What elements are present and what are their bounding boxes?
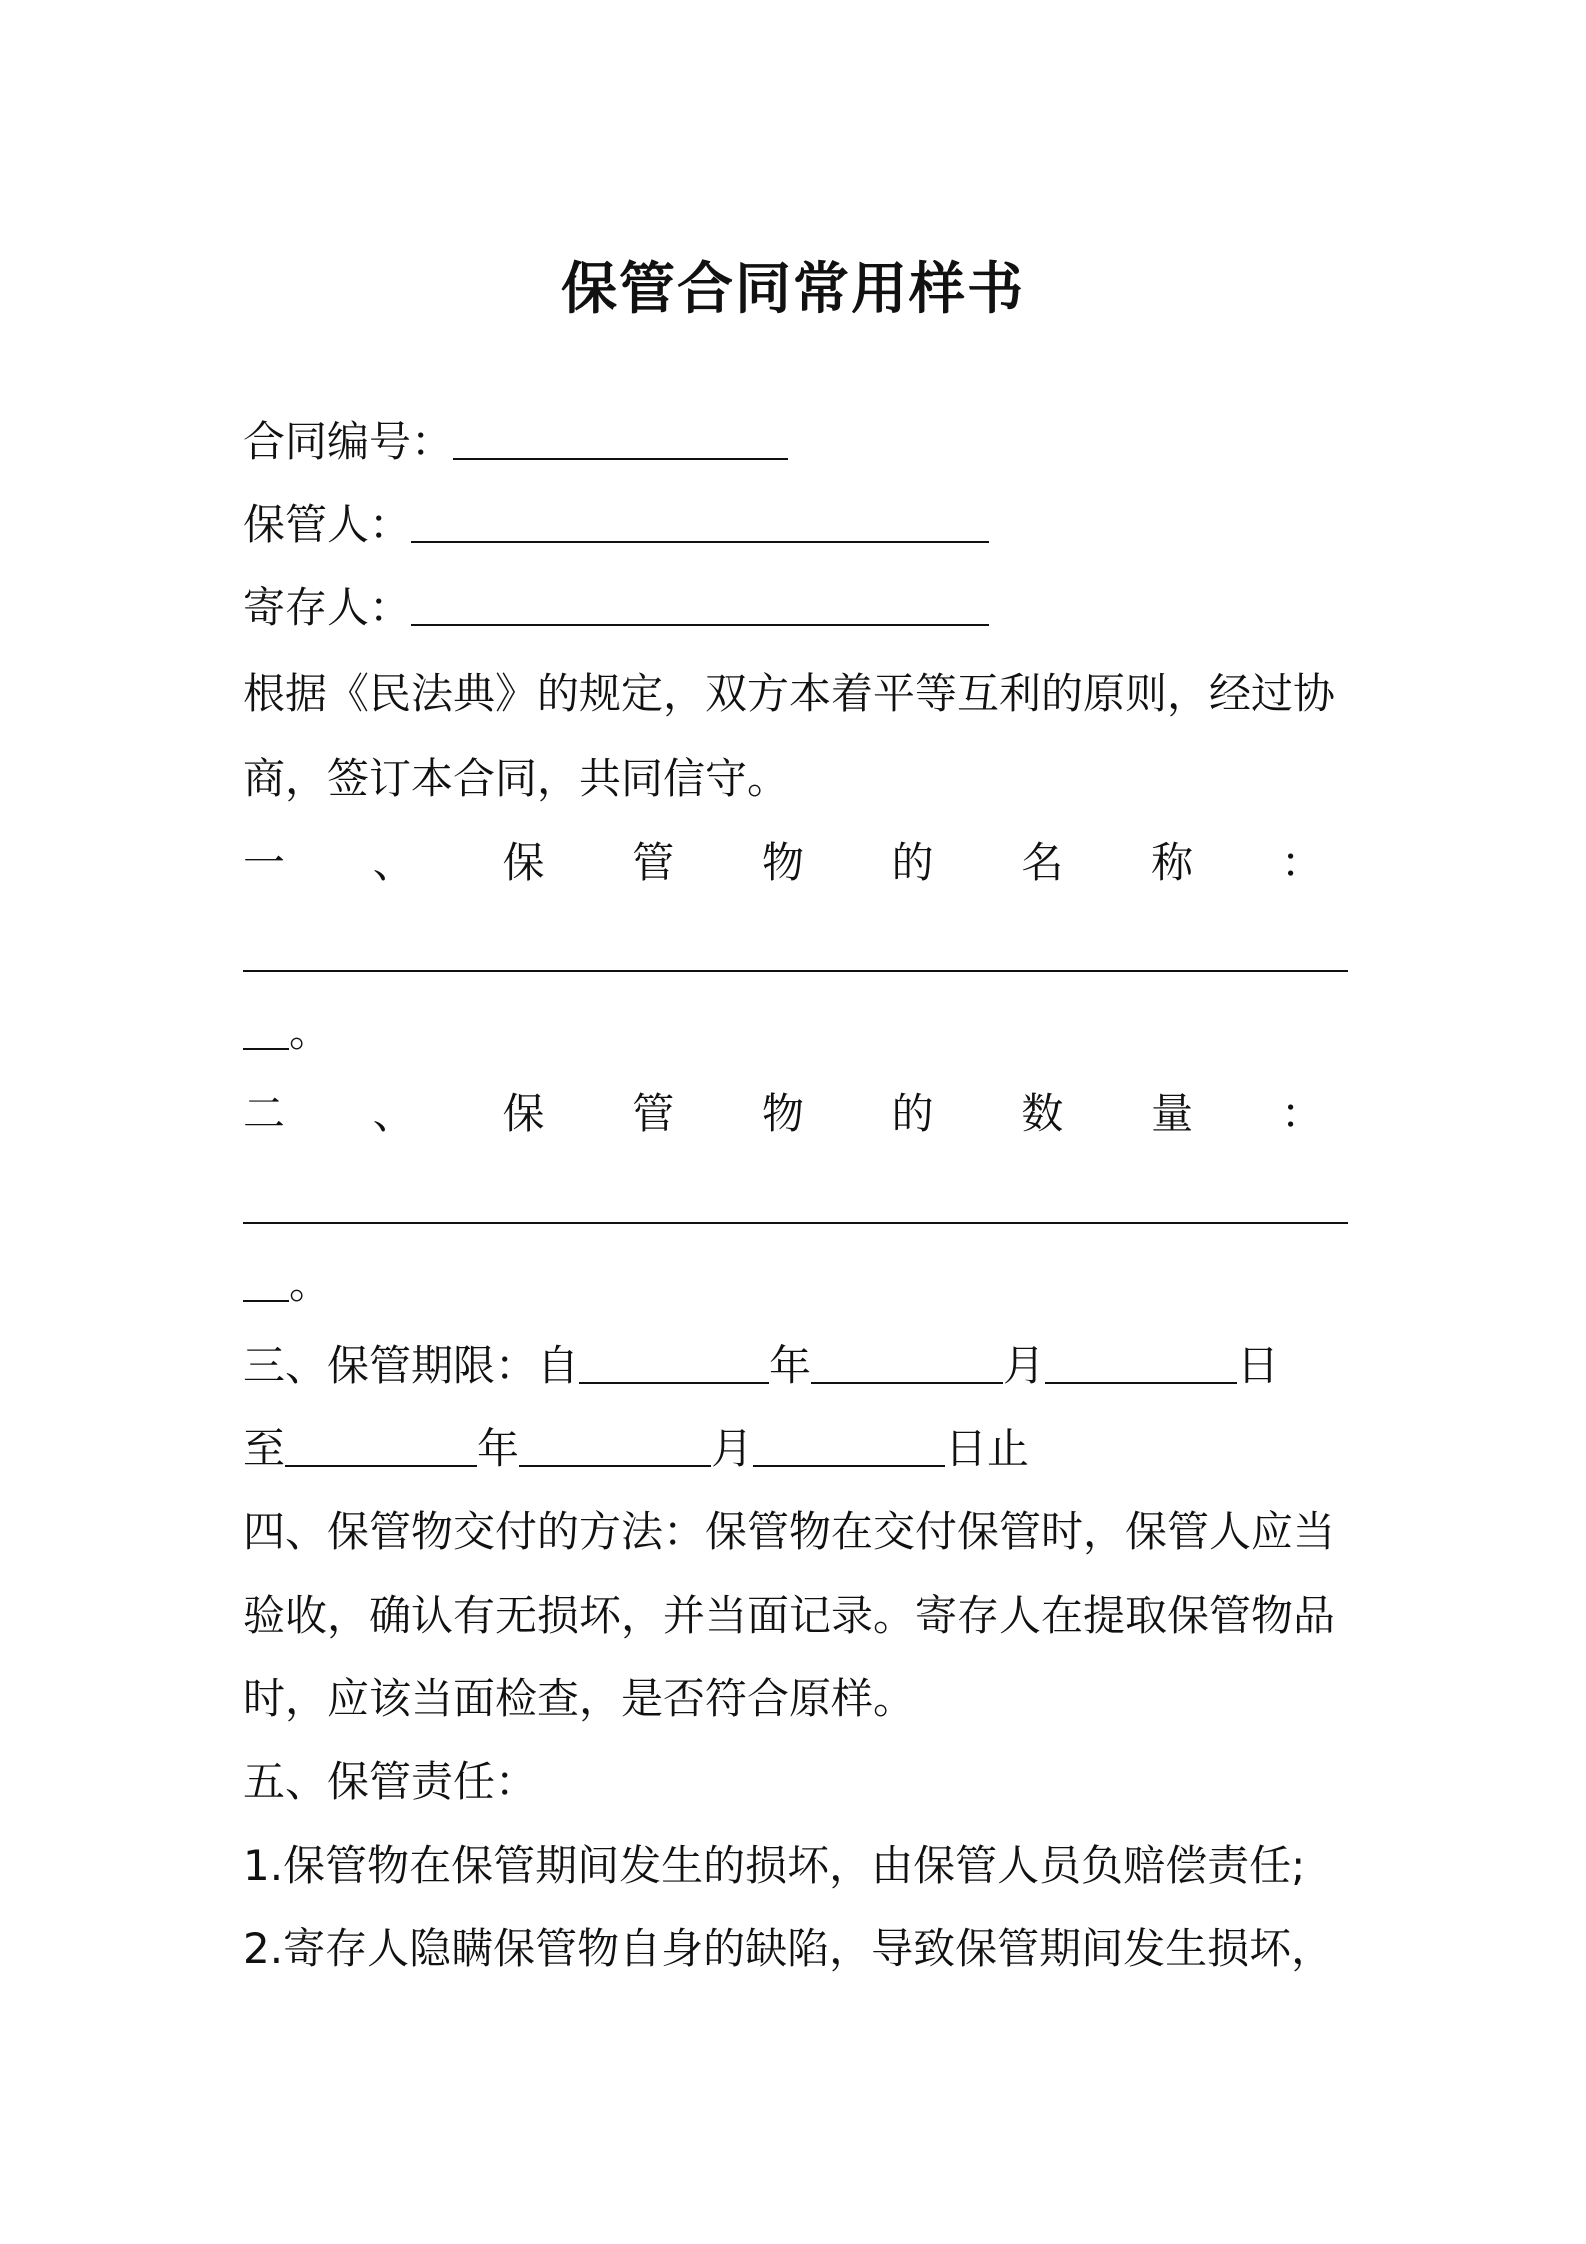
clause3-year: 年 xyxy=(769,1341,812,1390)
clause2-char: 量 xyxy=(1151,1089,1194,1138)
clause5-heading: 五、保管责任： xyxy=(243,1757,538,1806)
clause3-line-2 xyxy=(243,1419,1353,1479)
clause3-end-year-blank xyxy=(285,1423,477,1467)
clause3-start-day-blank xyxy=(1045,1340,1237,1384)
clause1-char: 保 xyxy=(502,838,545,887)
contract-number-blank xyxy=(453,416,788,460)
clause1-fill-line xyxy=(243,970,1348,972)
clause2-char: 二 xyxy=(243,1089,286,1138)
clause2-char: ： xyxy=(1280,1089,1323,1138)
clause3-end-year: 年 xyxy=(477,1424,520,1473)
clause3-start-month-blank xyxy=(811,1340,1003,1384)
clause1-end-mark: 。 xyxy=(289,1007,332,1056)
intro-line-1: 根据《民法典》的规定，双方本着平等互利的原则，经过协 xyxy=(243,669,1336,718)
clause3-day-end: 日止 xyxy=(945,1424,1030,1473)
clause1-char: 管 xyxy=(632,838,675,887)
clause2-char: 、 xyxy=(372,1089,415,1138)
clause2-end-blank xyxy=(243,1258,289,1302)
clause4-line-3: 时，应该当面检查，是否符合原样。 xyxy=(243,1674,916,1723)
clause2-fill-line xyxy=(243,1222,1348,1224)
clause2-char: 的 xyxy=(891,1089,934,1138)
clause3-line-1 xyxy=(243,1336,1353,1396)
depositor-blank xyxy=(411,582,989,626)
clause4-line-2: 验收，确认有无损坏，并当面记录。寄存人在提取保管物品 xyxy=(243,1591,1336,1640)
clause2-char: 管 xyxy=(632,1089,675,1138)
clause3-day: 日 xyxy=(1237,1341,1280,1390)
clause1-end-row xyxy=(243,1002,1353,1062)
clause1-end-blank xyxy=(243,1006,289,1050)
clause3-to: 至 xyxy=(243,1424,286,1473)
depositor-label: 寄存人： xyxy=(243,583,412,632)
custodian-blank xyxy=(411,499,989,543)
clause1-char: 、 xyxy=(372,838,415,887)
clause2-end-row xyxy=(243,1254,1353,1314)
clause2-end-mark: 。 xyxy=(289,1259,332,1308)
document-title: 保管合同常用样书 xyxy=(561,257,1025,322)
clause3-end-month-blank xyxy=(519,1423,711,1467)
intro-line-2: 商，签订本合同，共同信守。 xyxy=(243,754,790,803)
clause1-char: 名 xyxy=(1021,838,1064,887)
clause2-char: 保 xyxy=(502,1089,545,1138)
contract-number-label: 合同编号： xyxy=(243,417,454,466)
clause1-char: 一 xyxy=(243,838,286,887)
clause1-char: 称 xyxy=(1151,838,1194,887)
clause1-char: ： xyxy=(1280,838,1323,887)
clause5-item-1: 1.保管物在保管期间发生的损坏，由保管人员负赔偿责任; xyxy=(243,1841,1306,1890)
clause1-heading xyxy=(243,833,1323,893)
clause1-char: 的 xyxy=(891,838,934,887)
custodian-row xyxy=(243,495,1353,555)
clause2-char: 数 xyxy=(1021,1089,1064,1138)
clause4-line-1: 四、保管物交付的方法：保管物在交付保管时，保管人应当 xyxy=(243,1507,1336,1556)
clause2-char: 物 xyxy=(761,1089,804,1138)
clause3-month: 月 xyxy=(1003,1341,1046,1390)
clause3-label: 三、保管期限：自 xyxy=(243,1341,580,1390)
clause3-start-year-blank xyxy=(579,1340,769,1384)
depositor-row xyxy=(243,578,1353,638)
clause3-end-month: 月 xyxy=(711,1424,754,1473)
clause3-end-day-blank xyxy=(753,1423,945,1467)
contract-number-row xyxy=(243,412,1353,472)
clause1-char: 物 xyxy=(761,838,804,887)
clause2-heading xyxy=(243,1084,1323,1144)
custodian-label: 保管人： xyxy=(243,500,412,549)
clause5-item-2: 2.寄存人隐瞒保管物自身的缺陷，导致保管期间发生损坏， xyxy=(243,1924,1334,1973)
